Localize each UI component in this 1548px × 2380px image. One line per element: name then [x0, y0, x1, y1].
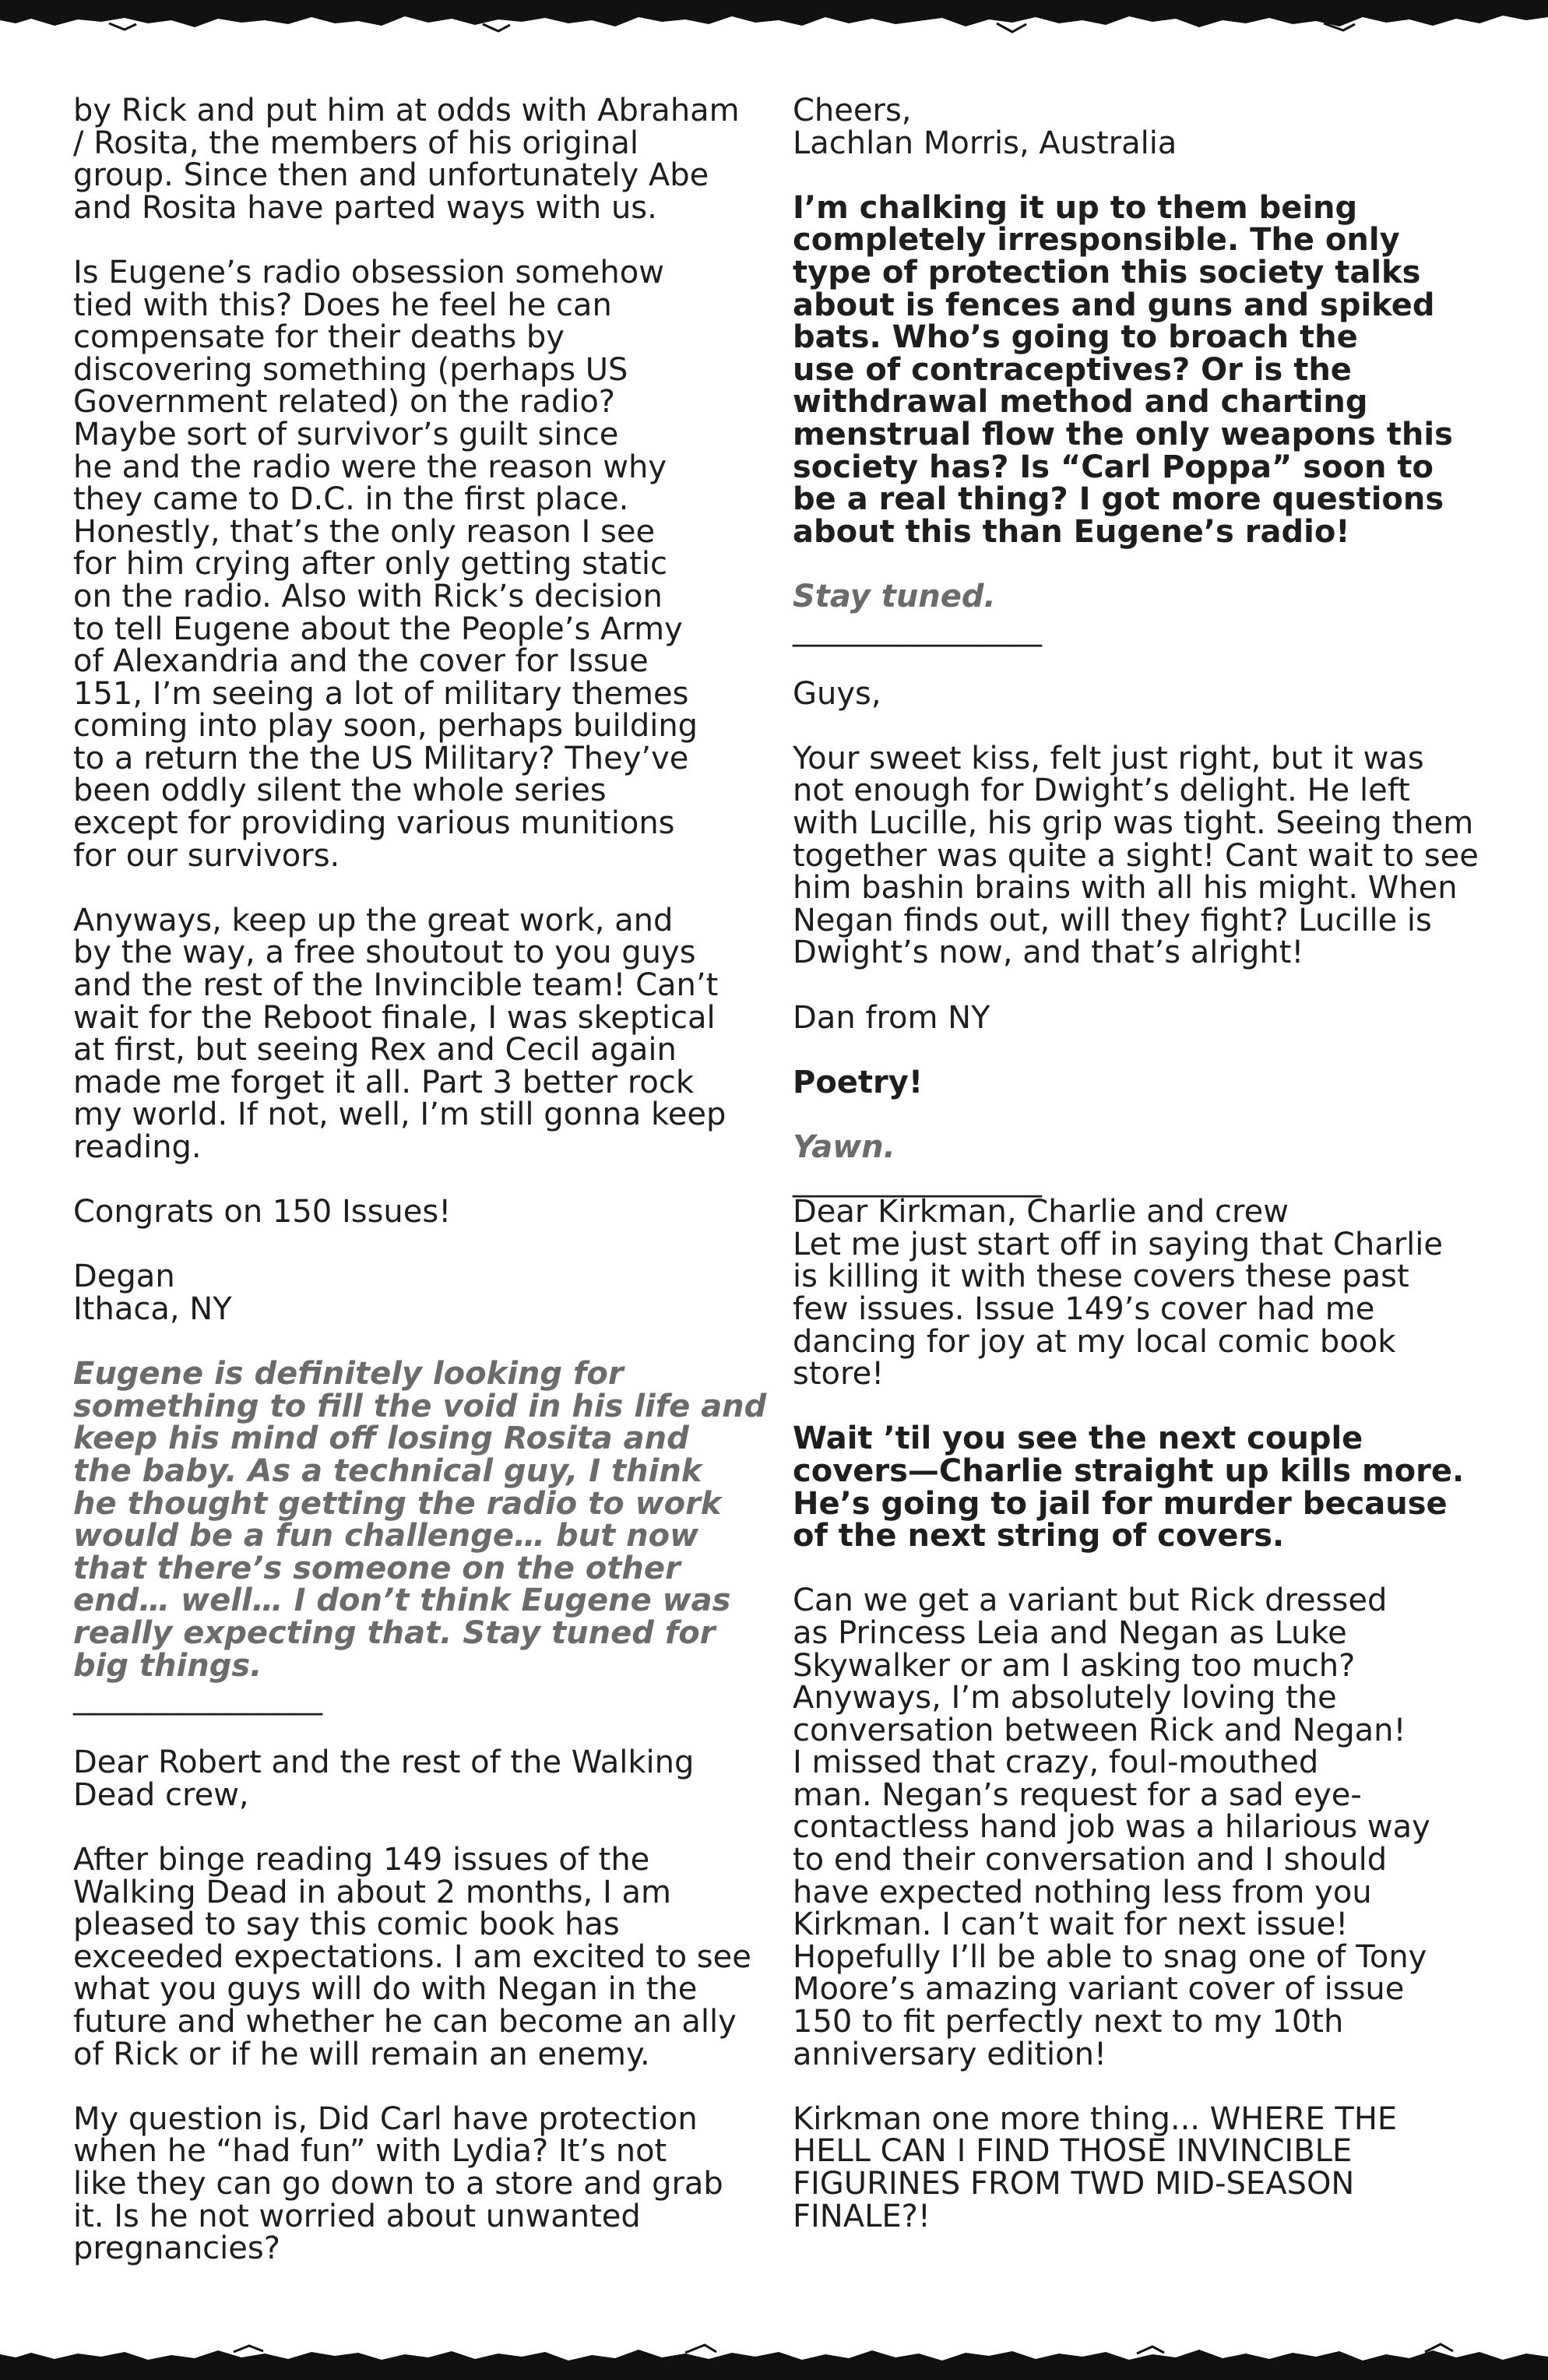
torn-bottom-border: [0, 2335, 1548, 2380]
letter-paragraph: After binge reading 149 issues of the Walking Dead in about 2 months, I am pleased to say this comic book has exceeded expectations. I am excited to see what you guys will do with Negan in the future and whether he can become an ally of Rick or if he will remain an enemy.: [73, 1842, 751, 2072]
editor-reply: I’m chalking it up to them being completely irresponsible. The only type of protection this society talks about is fences and guns and spiked bats. Who’s going to broach the use of contraceptives? Or is the withdrawal method and charting menstrual flow the only weapons this society has? Is “Carl Poppa” soon to be a real thing? I got more questions about this than Eugene’s radio!: [793, 189, 1453, 550]
letter-paragraph: Anyways, keep up the great work, and by the way, a free shoutout to you guys and the rest of the Invincible team! Can’t wait for the Reboot finale, I was skeptical at first, but seeing Rex and Cecil again made me forget it all. Part 3 better rock my world. If not, well, I’m still gonna keep reading.: [73, 902, 727, 1165]
torn-top-border: [0, 0, 1548, 37]
letter-paragraph: My question is, Did Carl have protection when he “had fun” with Lydia? It’s not like they can go down to a store and grab it. Is he not worried about unwanted pregnancies?: [73, 2100, 723, 2267]
editor-reply: Stay tuned.: [793, 578, 996, 614]
editor-reply: Poetry!: [793, 1064, 924, 1100]
letter-paragraph: Your sweet kiss, felt just right, but it was not enough for Dwight’s delight. He left with Lucille, his grip was tight. Seeing them together was quite a sight! Cant wait to see him bashin brains with all his might. When Negan finds out, will they fight? Lucille is Dwight’s now, and that’s alright!: [793, 740, 1479, 971]
letter-salutation: Guys,: [793, 675, 881, 712]
editor-reply: Eugene is definitely looking for something to fill the void in his life and keep his mind off losing Rosita and the baby. As a technical guy, I think he thought getting the radio to work would be a fun challenge… but now that there’s someone on the other end… well… I don’t think Eugene was really expecting that. Stay tuned for big things.: [73, 1356, 767, 1684]
letter-paragraph: Kirkman one more thing... WHERE THE HELL CAN I FIND THOSE INVINCIBLE FIGURINES FROM TWD MID-SEASON FINALE?!: [793, 2100, 1398, 2234]
section-separator: ________________: [73, 1680, 322, 1716]
letter-paragraph: Congrats on 150 Issues!: [73, 1194, 452, 1230]
letter-signature: Cheers, Lachlan Morris, Australia: [793, 93, 1177, 161]
editor-reply: Yawn.: [793, 1129, 895, 1165]
left-column: [73, 95, 774, 2266]
right-column: [793, 95, 1493, 2233]
letter-signature: Degan Ithaca, NY: [73, 1259, 232, 1327]
letter-salutation: Dear Robert and the rest of the Walking Dead crew,: [73, 1745, 695, 1813]
letter-paragraph: Can we get a variant but Rick dressed as Princess Leia and Negan as Luke Skywalker or am I asking too much? Anyways, I’m absolutely loving the conversation between Rick and Negan! I missed that crazy, foul-mouthed man. Negan’s request for a sad eye- contactless hand job was a hilarious way to end their conversation and I should have expected nothing less from you Kirkman. I can’t wait for next issue! Hopefully I’ll be able to snag one of Tony Moore’s amazing variant cover of issue 150 to fit perfectly next to my 10th anniversary edition!: [793, 1583, 1430, 2072]
editor-reply: Wait ’til you see the next couple covers—Charlie straight up kills more. He’s going to jail for murder because of the next string of covers.: [793, 1421, 1465, 1554]
letter-paragraph: by Rick and put him at odds with Abraham / Rosita, the members of his original group. Since then and unfortunately Abe and Rosita have parted ways with us.: [73, 93, 740, 226]
section-separator: ________________: [793, 611, 1042, 647]
letter-signature: Dan from NY: [793, 999, 990, 1036]
section-separator: ________________: [793, 1161, 1042, 1198]
letter-paragraph: Dear Kirkman, Charlie and crew Let me just start off in saying that Charlie is killing it with these covers these past few issues. Issue 149’s cover had me dancing for joy at my local comic book store!: [793, 1194, 1443, 1392]
letter-paragraph: Is Eugene’s radio obsession somehow tied with this? Does he feel he can compensate for their deaths by discovering something (perhaps US Government related) on the radio? Maybe sort of survivor’s guilt since he and the radio were the reason why they came to D.C. in the first place. Honestly, that’s the only reason I see for him crying after only getting static on the radio. Also with Rick’s decision to tell Eugene about the People’s Army of Alexandria and the cover for Issue 151, I’m seeing a lot of military themes coming into play soon, perhaps building to a return the the US Military? They’ve been oddly silent the whole series except for providing various munitions for our survivors.: [73, 254, 698, 874]
